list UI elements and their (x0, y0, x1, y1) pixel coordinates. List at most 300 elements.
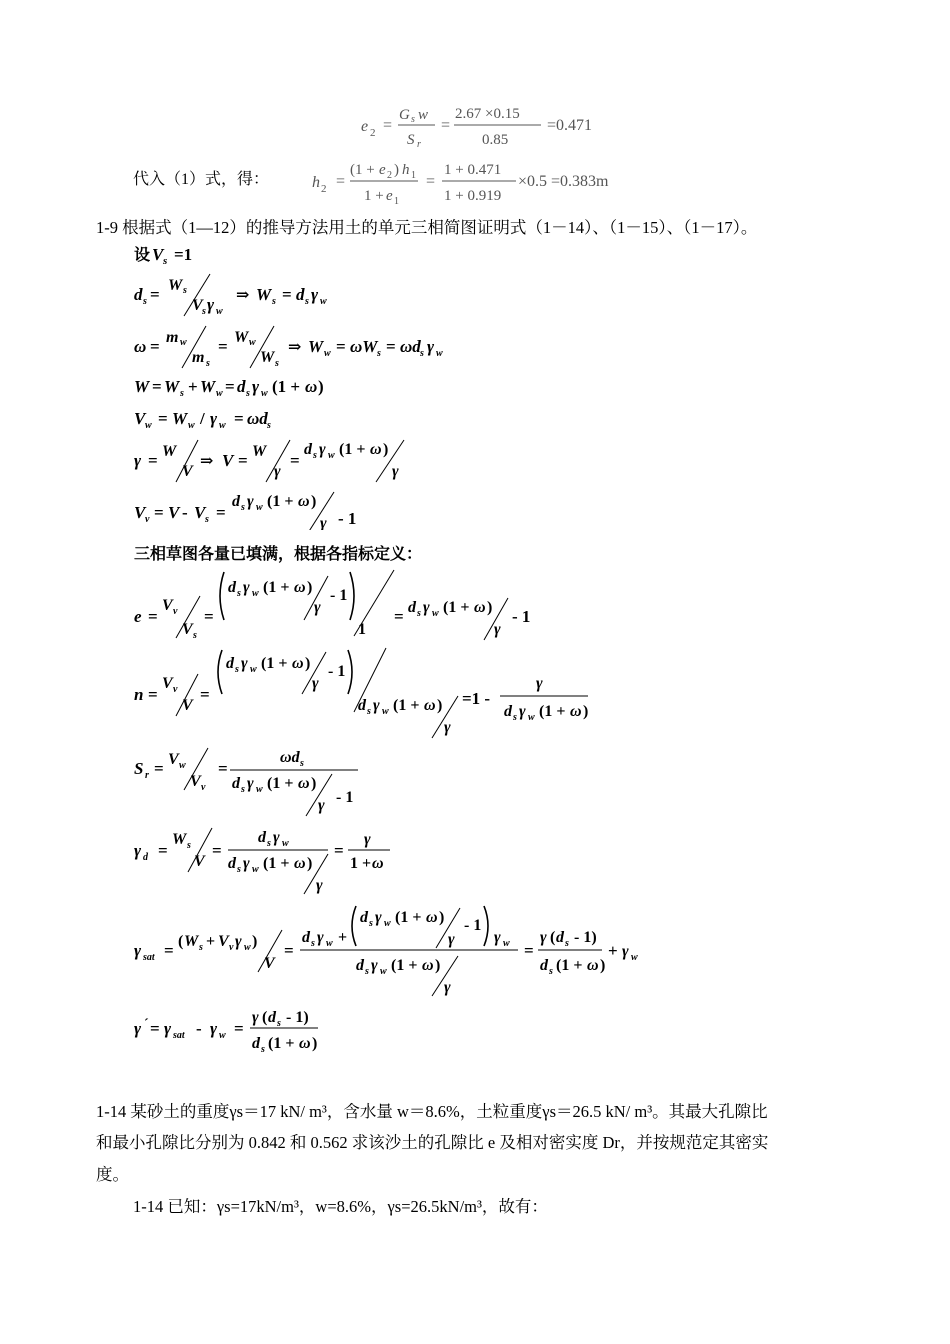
svg-text:(1 +: (1 + (263, 855, 290, 872)
svg-text:v: v (145, 514, 150, 525)
svg-text:w: w (382, 706, 389, 717)
svg-text:): ) (487, 599, 493, 616)
svg-text:=: = (234, 409, 244, 428)
svg-text:γ: γ (444, 979, 451, 996)
svg-text:d: d (540, 957, 548, 974)
svg-text:γ: γ (243, 855, 250, 872)
svg-text:- 1: - 1 (338, 509, 357, 528)
svg-text:V: V (168, 751, 179, 768)
svg-text:W: W (256, 285, 272, 304)
svg-text:ωW: ωW (350, 337, 378, 356)
svg-text:γ: γ (235, 933, 242, 950)
svg-text:w: w (528, 712, 535, 723)
svg-text:+: + (338, 929, 348, 946)
formula-h2-svg (308, 154, 648, 208)
svg-text:): ) (312, 1035, 318, 1052)
svg-text:=: = (152, 377, 162, 396)
svg-text:(1 +: (1 + (268, 1035, 295, 1052)
svg-text:s: s (300, 758, 304, 769)
svg-text:): ) (252, 933, 258, 950)
problem-1-9-text: 根据式（1—12）的推导方法用土的单元三相简图证明式（1－14）、（1－15）、（1－17）。 (122, 218, 758, 237)
svg-text:ωd: ωd (247, 409, 268, 428)
svg-text:(1 +: (1 + (267, 775, 294, 792)
svg-text:V: V (192, 297, 203, 314)
svg-text:ω: ω (372, 855, 384, 872)
section-heading (134, 541, 422, 564)
svg-text:s: s (202, 306, 206, 317)
svg-text:): ) (307, 855, 313, 872)
svg-text:2: 2 (387, 170, 392, 181)
svg-text:w: w (326, 938, 333, 949)
svg-text:e: e (386, 188, 393, 204)
svg-text:s: s (206, 358, 210, 369)
problem-1-14-number: 1-14 (96, 1102, 127, 1121)
derivation-svg (132, 268, 732, 530)
svg-text:w: w (436, 348, 443, 359)
formula-e2 (355, 98, 615, 157)
svg-text:γ: γ (164, 1019, 172, 1038)
svg-text:=: = (394, 607, 404, 626)
svg-text:(1 +: (1 + (539, 703, 566, 720)
svg-text:s: s (267, 420, 271, 431)
svg-text:): ) (311, 775, 317, 792)
svg-text:γ: γ (314, 599, 321, 616)
svg-text:s: s (180, 388, 184, 399)
svg-text:V: V (182, 463, 193, 480)
svg-text:- 1: - 1 (336, 789, 354, 806)
svg-text:m: m (192, 349, 205, 366)
svg-text:(1 +: (1 + (261, 655, 288, 672)
svg-text:=: = (150, 285, 160, 304)
svg-text:γ: γ (134, 1019, 142, 1038)
h2-numerator: 1 + 0.471 (444, 162, 502, 178)
svg-text:γ: γ (320, 515, 327, 530)
svg-text:W: W (164, 377, 180, 396)
svg-text:): ) (435, 957, 441, 974)
svg-text:- 1): - 1) (286, 1009, 309, 1026)
svg-text:-: - (196, 1019, 202, 1038)
svg-text:(1 +: (1 + (556, 957, 583, 974)
svg-text:d: d (302, 929, 310, 946)
svg-text:ω: ω (370, 441, 382, 458)
svg-text:v: v (173, 606, 178, 617)
eq-gamma (134, 440, 404, 482)
svg-text:W: W (260, 349, 275, 366)
svg-text:d: d (232, 493, 240, 510)
svg-text:γ: γ (494, 621, 501, 638)
svg-text:ω: ω (294, 855, 306, 872)
svg-text:=: = (234, 1019, 244, 1038)
svg-text:=: = (334, 841, 344, 860)
svg-text:γ: γ (134, 941, 142, 960)
svg-text:w: w (216, 306, 223, 317)
svg-text:- 1: - 1 (328, 663, 346, 680)
eq-gamma-sat (134, 906, 638, 996)
svg-text:s: s (420, 348, 424, 359)
svg-text:W: W (252, 443, 267, 460)
svg-text:=: = (154, 503, 164, 522)
svg-text:w: w (249, 337, 256, 348)
svg-text:=: = (218, 759, 228, 778)
svg-text:s: s (369, 918, 373, 929)
svg-text:γ: γ (312, 675, 319, 692)
problem-1-14-line1 (96, 1102, 768, 1122)
eq-gamma-prime (134, 1009, 318, 1055)
svg-text:(1 +: (1 + (443, 599, 470, 616)
svg-text:⇒: ⇒ (236, 287, 250, 304)
svg-text:d: d (232, 775, 240, 792)
svg-text:γ: γ (207, 295, 215, 314)
svg-text:s: s (275, 358, 279, 369)
svg-text:d: d (237, 377, 246, 396)
svg-text:V: V (222, 451, 234, 470)
svg-text:w: w (282, 838, 289, 849)
eq-gamma-d (134, 828, 390, 894)
svg-text:s: s (235, 664, 239, 675)
svg-text:): ) (383, 441, 389, 458)
svg-text:γ: γ (311, 285, 319, 304)
svg-text:γ: γ (318, 797, 325, 814)
svg-text:γ: γ (375, 909, 382, 926)
svg-text:s: s (187, 840, 191, 851)
svg-text:d: d (228, 855, 236, 872)
svg-text:e: e (379, 162, 386, 178)
svg-text:(1 +: (1 + (339, 441, 366, 458)
svg-text:/: / (200, 409, 205, 428)
svg-text:d: d (504, 703, 512, 720)
svg-text:w: w (250, 664, 257, 675)
svg-text:): ) (583, 703, 589, 720)
section-heading-text: 三相草图各量已填满，根据各指标定义： (134, 544, 423, 563)
svg-text:- 1: - 1 (512, 607, 531, 626)
eq-sr (134, 748, 358, 816)
svg-text:γ: γ (427, 337, 435, 356)
e2-numerator: 2.67 ×0.15 (455, 106, 520, 122)
svg-text:ω: ω (587, 957, 599, 974)
svg-text:V: V (190, 773, 201, 790)
svg-text:W: W (134, 377, 150, 396)
derivation-block (132, 268, 732, 535)
svg-text:γ: γ (364, 831, 371, 848)
svg-text:w: w (324, 348, 331, 359)
svg-text:V: V (194, 853, 205, 870)
svg-text:γ: γ (247, 775, 254, 792)
svg-text:s: s (261, 1044, 265, 1055)
svg-text:s: s (193, 630, 197, 641)
svg-text:ω: ω (299, 1035, 311, 1052)
definitions-block (132, 566, 692, 1071)
svg-text:(1 +: (1 + (263, 579, 290, 596)
svg-text:V: V (264, 955, 275, 972)
svg-text:s: s (183, 285, 187, 296)
svg-text:γ: γ (134, 451, 142, 470)
svg-text:d: d (258, 829, 266, 846)
svg-text:γ: γ (274, 463, 281, 480)
svg-text:W: W (234, 329, 249, 346)
svg-text:γ: γ (536, 675, 543, 692)
svg-text:s: s (313, 450, 317, 461)
eq-n (134, 648, 588, 738)
svg-text:): ) (305, 655, 311, 672)
definitions-svg (132, 566, 692, 1066)
svg-text:W: W (184, 933, 199, 950)
svg-text:V: V (182, 621, 193, 638)
svg-text:w: w (432, 608, 439, 619)
intro-text: 代入（1）式，得： (133, 171, 270, 188)
svg-text:γ: γ (252, 1009, 259, 1026)
svg-text:S: S (407, 132, 415, 148)
svg-text:V: V (218, 933, 229, 950)
svg-text:d: d (143, 852, 148, 863)
e2-denominator: 0.85 (482, 132, 509, 148)
svg-text:γ: γ (519, 703, 526, 720)
svg-text:v: v (229, 942, 234, 953)
svg-text:d: d (356, 957, 364, 974)
svg-text:h: h (312, 174, 320, 191)
svg-text:d: d (358, 697, 366, 714)
problem-1-14-line3: 度。 (96, 1165, 129, 1184)
svg-text:s: s (272, 296, 276, 307)
svg-text:γ: γ (423, 599, 430, 616)
svg-text:sat: sat (173, 1030, 185, 1041)
svg-text:): ) (394, 162, 399, 178)
svg-text:(1 +: (1 + (267, 493, 294, 510)
svg-text:⇒: ⇒ (288, 339, 302, 356)
svg-text:=: = (150, 337, 160, 356)
svg-text:=: = (386, 337, 396, 356)
svg-text:W: W (200, 377, 216, 396)
eq-w (134, 377, 324, 399)
svg-text:W: W (162, 443, 177, 460)
svg-text:): ) (311, 493, 317, 510)
svg-text:d: d (556, 929, 564, 946)
svg-text:γ: γ (273, 829, 280, 846)
svg-text:=: = (426, 173, 436, 190)
svg-text:w: w (244, 942, 251, 953)
svg-text:=1: =1 (174, 245, 193, 264)
svg-text:s: s (241, 784, 245, 795)
svg-text:s: s (237, 588, 241, 599)
svg-text:m: m (166, 329, 179, 346)
svg-text:+: + (188, 377, 198, 396)
svg-text:d: d (134, 285, 143, 304)
svg-text:=: = (284, 941, 294, 960)
svg-text:ω: ω (305, 377, 318, 396)
svg-text:W: W (172, 831, 187, 848)
eq-omega (134, 326, 443, 369)
svg-text:γ: γ (241, 655, 248, 672)
svg-text:⇒: ⇒ (200, 453, 214, 470)
svg-text:s: s (163, 255, 168, 267)
svg-text:=: = (150, 1019, 160, 1038)
svg-text:=1 -: =1 - (462, 689, 491, 708)
svg-text:γ: γ (252, 377, 260, 396)
svg-text:W: W (172, 409, 188, 428)
svg-text:2: 2 (370, 127, 376, 139)
svg-text:w: w (380, 966, 387, 977)
svg-text:sat: sat (143, 952, 155, 963)
svg-text:(: ( (262, 1009, 268, 1026)
svg-text:=: = (158, 409, 168, 428)
svg-text:=: = (154, 759, 164, 778)
svg-text:γ: γ (622, 943, 629, 960)
svg-text:s: s (267, 838, 271, 849)
svg-text:γ: γ (319, 441, 326, 458)
svg-text:=: = (212, 841, 222, 860)
h2-denominator: 1 + 0.919 (444, 188, 502, 204)
svg-text:): ) (439, 909, 445, 926)
svg-text:s: s (367, 706, 371, 717)
svg-text:s: s (241, 502, 245, 513)
svg-text:=: = (225, 377, 235, 396)
svg-text:d: d (304, 441, 312, 458)
svg-text:s: s (143, 296, 147, 307)
svg-text:s: s (549, 966, 553, 977)
svg-text:ω: ω (294, 579, 306, 596)
problem-1-14-line1-text: 某砂土的重度γs＝17 kN/ m³，含水量 w＝8.6%，土粒重度γs＝26.5 kN/ m³。其最大孔隙比 (130, 1102, 768, 1121)
svg-text:d: d (408, 599, 416, 616)
svg-text:w: w (320, 296, 327, 307)
problem-1-14-known: 1-14 已知：γs=17kN/m³，w=8.6%，γs=26.5kN/m³，故有： (133, 1197, 548, 1216)
svg-text:W: W (168, 277, 183, 294)
svg-text:=: = (148, 685, 158, 704)
svg-text:ω: ω (474, 599, 486, 616)
svg-text:(1 +: (1 + (393, 697, 420, 714)
svg-text:V: V (168, 503, 180, 522)
svg-text:w: w (631, 952, 638, 963)
svg-text:s: s (417, 608, 421, 619)
svg-text:(1 +: (1 + (272, 377, 301, 396)
e2-result: =0.471 (547, 117, 593, 134)
svg-text:d: d (268, 1009, 276, 1026)
svg-text:γ: γ (448, 931, 455, 948)
svg-text:(: ( (550, 929, 556, 946)
svg-text:1 +: 1 + (350, 855, 372, 872)
svg-text:): ) (307, 579, 313, 596)
svg-text:r: r (417, 139, 421, 150)
svg-text:=: = (336, 337, 346, 356)
svg-text:γ: γ (373, 697, 380, 714)
svg-text:γ: γ (371, 957, 378, 974)
svg-text:w: w (180, 337, 187, 348)
svg-text:=: = (158, 841, 168, 860)
eq-vv (134, 492, 356, 530)
svg-text:ωd: ωd (280, 749, 300, 766)
svg-text:): ) (600, 957, 606, 974)
svg-text:=: = (238, 451, 248, 470)
svg-text:- 1: - 1 (464, 917, 482, 934)
svg-text:d: d (228, 579, 236, 596)
svg-text:s: s (277, 1018, 281, 1029)
svg-text:+: + (608, 941, 618, 960)
svg-text:γ: γ (316, 877, 323, 894)
formula-e2-svg (355, 98, 615, 152)
svg-text:s: s (365, 966, 369, 977)
svg-text:e: e (134, 607, 142, 626)
svg-text:s: s (513, 712, 517, 723)
svg-text:- 1): - 1) (574, 929, 597, 946)
problem-1-14-line2: 和最小孔隙比分别为 0.842 和 0.562 求该沙土的孔隙比 e 及相对密实度 Dr，并按规范定其密实 (96, 1133, 769, 1152)
svg-text:): ) (318, 377, 324, 396)
svg-text:w: w (503, 938, 510, 949)
svg-text:γ: γ (494, 929, 501, 946)
svg-text:): ) (437, 697, 443, 714)
svg-text:-: - (182, 503, 188, 522)
svg-text:s: s (205, 514, 209, 525)
svg-text:1: 1 (358, 621, 366, 638)
svg-text:v: v (201, 782, 206, 793)
svg-text:ω: ω (292, 655, 304, 672)
svg-text:ωd: ωd (400, 337, 421, 356)
problem-1-9-number: 1-9 (96, 218, 118, 237)
svg-text:w: w (261, 388, 268, 399)
svg-text:V: V (194, 503, 206, 522)
svg-text:s: s (377, 348, 381, 359)
svg-text:h: h (402, 162, 410, 178)
svg-text:ω: ω (298, 775, 310, 792)
svg-text:V: V (162, 675, 173, 692)
svg-text:=: = (216, 503, 226, 522)
svg-text:v: v (173, 684, 178, 695)
svg-text:w: w (384, 918, 391, 929)
svg-text:d: d (296, 285, 305, 304)
setup-prefix: 设 (134, 245, 151, 264)
svg-text:(1 +: (1 + (395, 909, 422, 926)
svg-text:=: = (336, 173, 346, 190)
svg-text:=: = (164, 941, 174, 960)
svg-text:w: w (256, 502, 263, 513)
svg-text:s: s (565, 938, 569, 949)
svg-text:e: e (361, 118, 369, 135)
svg-text:γ: γ (247, 493, 254, 510)
svg-text:1: 1 (411, 170, 416, 181)
setup-svg (132, 238, 252, 268)
svg-text:w: w (418, 107, 429, 123)
svg-text:γ: γ (243, 579, 250, 596)
svg-text:w: w (252, 864, 259, 875)
svg-text:1 +: 1 + (364, 188, 384, 204)
svg-text:w: w (256, 784, 263, 795)
svg-text:ω: ω (426, 909, 438, 926)
svg-text:=: = (204, 607, 214, 626)
svg-text:ω: ω (134, 337, 147, 356)
svg-text:w: w (179, 760, 186, 771)
svg-text:γ: γ (210, 1019, 218, 1038)
svg-text:V: V (134, 503, 146, 522)
svg-text:d: d (252, 1035, 260, 1052)
svg-text:s: s (246, 388, 250, 399)
svg-text:w: w (188, 420, 195, 431)
svg-text:+: + (206, 933, 216, 950)
svg-text:w: w (219, 1030, 226, 1041)
svg-text:V: V (162, 597, 173, 614)
svg-text:ω: ω (424, 697, 436, 714)
svg-text:ω: ω (298, 493, 310, 510)
svg-text:s: s (411, 114, 415, 125)
svg-text:γ: γ (392, 463, 399, 480)
svg-text:(: ( (178, 933, 184, 950)
svg-text:r: r (145, 770, 149, 781)
svg-text:d: d (226, 655, 234, 672)
svg-text:V: V (134, 409, 146, 428)
svg-text:w: w (219, 420, 226, 431)
svg-text:- 1: - 1 (330, 587, 348, 604)
svg-text:V: V (182, 697, 193, 714)
svg-text:n: n (134, 685, 144, 704)
svg-text:=: = (383, 117, 393, 134)
svg-text:w: w (216, 388, 223, 399)
svg-text:(1 +: (1 + (391, 957, 418, 974)
